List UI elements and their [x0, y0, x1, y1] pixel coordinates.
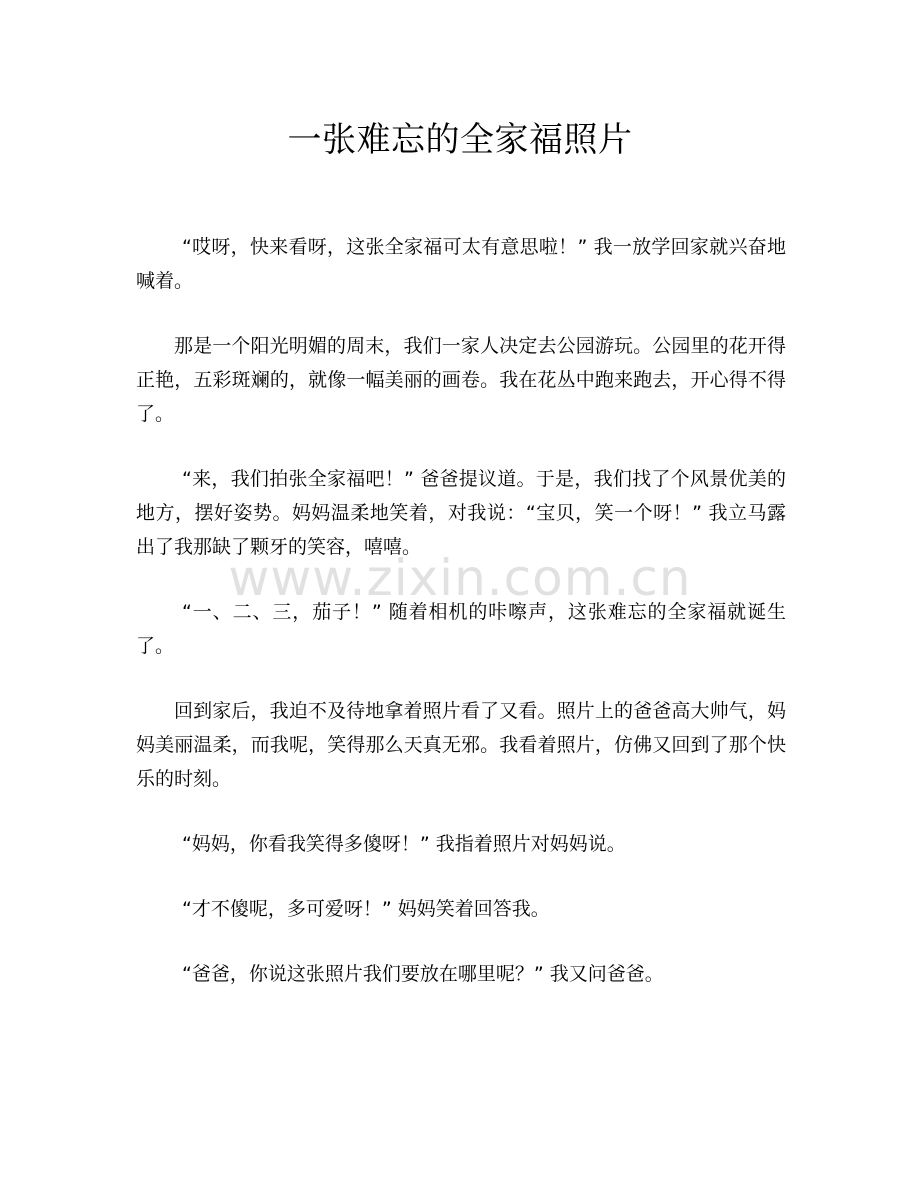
paragraph-3: “来，我们拍张全家福吧！” 爸爸提议道。于是，我们找了个风景优美的地方，摆好姿势。妈妈温柔地笑着，对我说：“宝贝，笑一个呀！” 我立马露出了我那缺了颗牙的笑容，嘻嘻。 [136, 468, 786, 558]
document-body [136, 230, 786, 1022]
paragraph-8: “爸爸，你说这张照片我们要放在哪里呢？” 我又问爸爸。 [182, 963, 664, 985]
watermark-text: www.zixin.com.cn [228, 549, 692, 607]
paragraph-1: “哎呀，快来看呀，这张全家福可太有意思啦！” 我一放学回家就兴奋地喊着。 [136, 236, 786, 292]
paragraph-6: “妈妈，你看我笑得多傻呀！” 我指着照片对妈妈说。 [182, 833, 626, 855]
paragraph-4: “一、二、三，茄子！” 随着相机的咔嚓声，这张难忘的全家福就诞生了。 [136, 601, 786, 657]
paragraph-5: 回到家后，我迫不及待地拿着照片看了又看。照片上的爸爸高大帅气，妈妈美丽温柔，而我呢，笑得那么天真无邪。我看着照片，仿佛又回到了那个快乐的时刻。 [136, 700, 786, 790]
page-title: 一张难忘的全家福照片 [287, 120, 633, 160]
paragraph-7: “才不傻呢，多可爱呀！” 妈妈笑着回答我。 [182, 898, 550, 920]
paragraph-2: 那是一个阳光明媚的周末，我们一家人决定去公园游玩。公园里的花开得正艳，五彩斑斓的，就像一幅美丽的画卷。我在花丛中跑来跑去，开心得不得了。 [136, 335, 786, 425]
